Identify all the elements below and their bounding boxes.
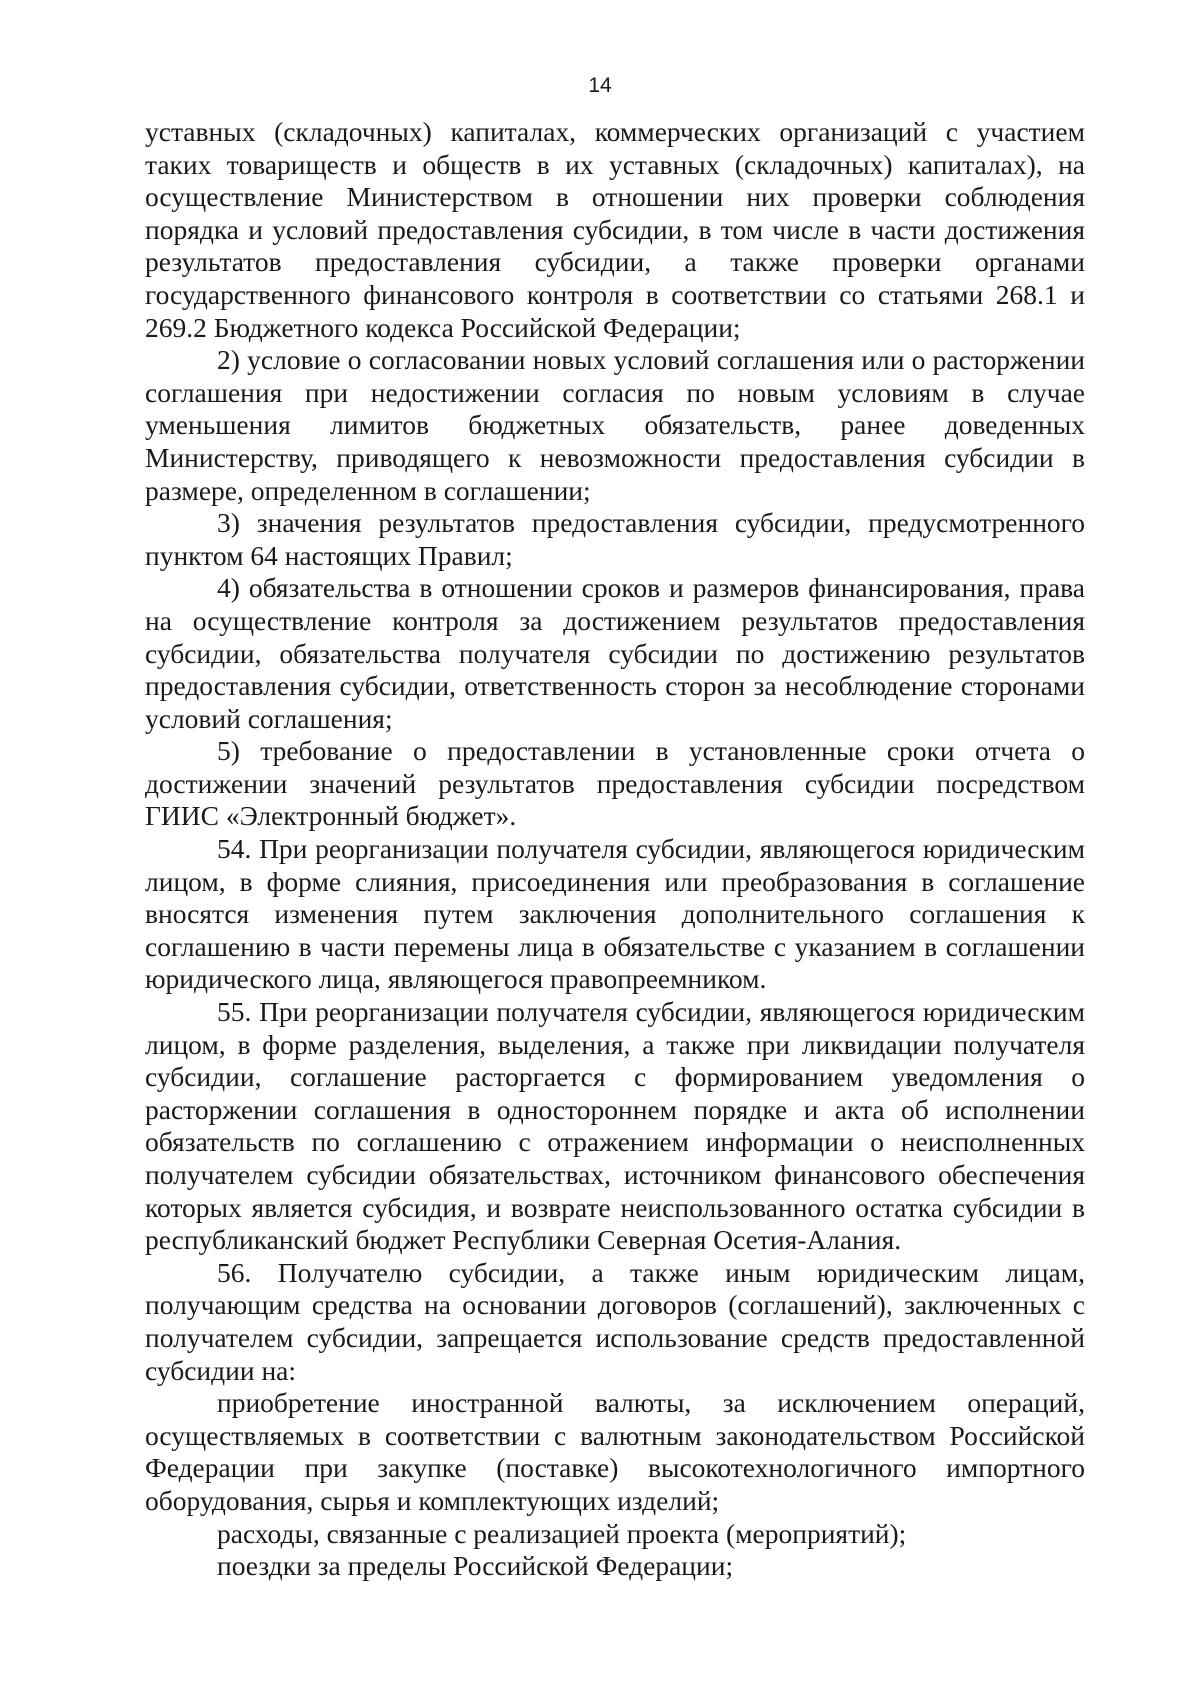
paragraph-item-4: 4) обязательства в отношении сроков и размеров финансирования, права на осуществление контроля за достижением результатов предоставления субсидии, обязательства получателя субсидии по достижению результатов предоставления субсидии, ответственность сторон за несоблюдение сторонами условий соглашения; [145,572,1085,734]
paragraph-56: 56. Получателю субсидии, а также иным юридическим лицам, получающим средства на основании договоров (соглашений), заключенных с получателем субсидии, запрещается использование средств предоставленной субсидии на: [145,1256,1085,1386]
paragraph-item-5: 5) требование о предоставлении в установленные сроки отчета о достижении значений результатов предоставления субсидии посредством ГИИС «Электронный бюджет». [145,735,1085,832]
paragraph-55: 55. При реорганизации получателя субсидии, являющегося юридическим лицом, в форме разделения, выделения, а также при ликвидации получателя субсидии, соглашение расторгается с формированием уведомления о расторжении соглашения в одностороннем порядке и акта об исполнении обязательств по соглашению с отражением информации о неисполненных получателем субсидии обязательствах, источником финансового обеспечения которых является субсидия, и возврате неиспользованного остатка субсидии в республиканский бюджет Республики Северная Осетия-Алания. [145,996,1085,1256]
paragraph-foreign-currency: приобретение иностранной валюты, за исключением операций, осуществляемых в соответствии с валютным законодательством Российской Федерации при закупке (поставке) высокотехнологичного импортного оборудования, сырья и комплектующих изделий; [145,1387,1085,1516]
paragraph-continuation: уставных (складочных) капиталах, коммерческих организаций с участием таких товариществ и обществ в их уставных (складочных) капиталах), на осуществление Министерством в отношении них проверки соблюдения порядка и условий предоставления субсидии, в том числе в части достижения результатов предоставления субсидии, а также проверки органами государственного финансового контроля в соответствии со статьями 268.1 и 269.2 Бюджетного кодекса Российской Федерации; [145,116,1085,343]
paragraph-trips-abroad: поездки за пределы Российской Федерации; [217,1550,734,1582]
paragraph-54: 54. При реорганизации получателя субсидии, являющегося юридическим лицом, в форме слияния, присоединения или преобразования в соглашение вносятся изменения путем заключения дополнительного соглашения к соглашению в части перемены лица в обязательстве с указанием в соглашении юридического лица, являющегося правопреемником. [145,833,1085,995]
document-body [145,116,1085,1583]
paragraph-item-2: 2) условие о согласовании новых условий соглашения или о расторжении соглашения при недостижении согласия по новым условиям в случае уменьшения лимитов бюджетных обязательств, ранее доведенных Министерству, приводящего к невозможности предоставления субсидии в размере, определенном в соглашении; [145,344,1085,506]
paragraph-item-3: 3) значения результатов предоставления субсидии, предусмотренного пунктом 64 настоящих Правил; [145,507,1085,571]
paragraph-project-expenses: расходы, связанные с реализацией проекта (мероприятий); [217,1517,907,1549]
page-number: 14 [588,74,612,97]
